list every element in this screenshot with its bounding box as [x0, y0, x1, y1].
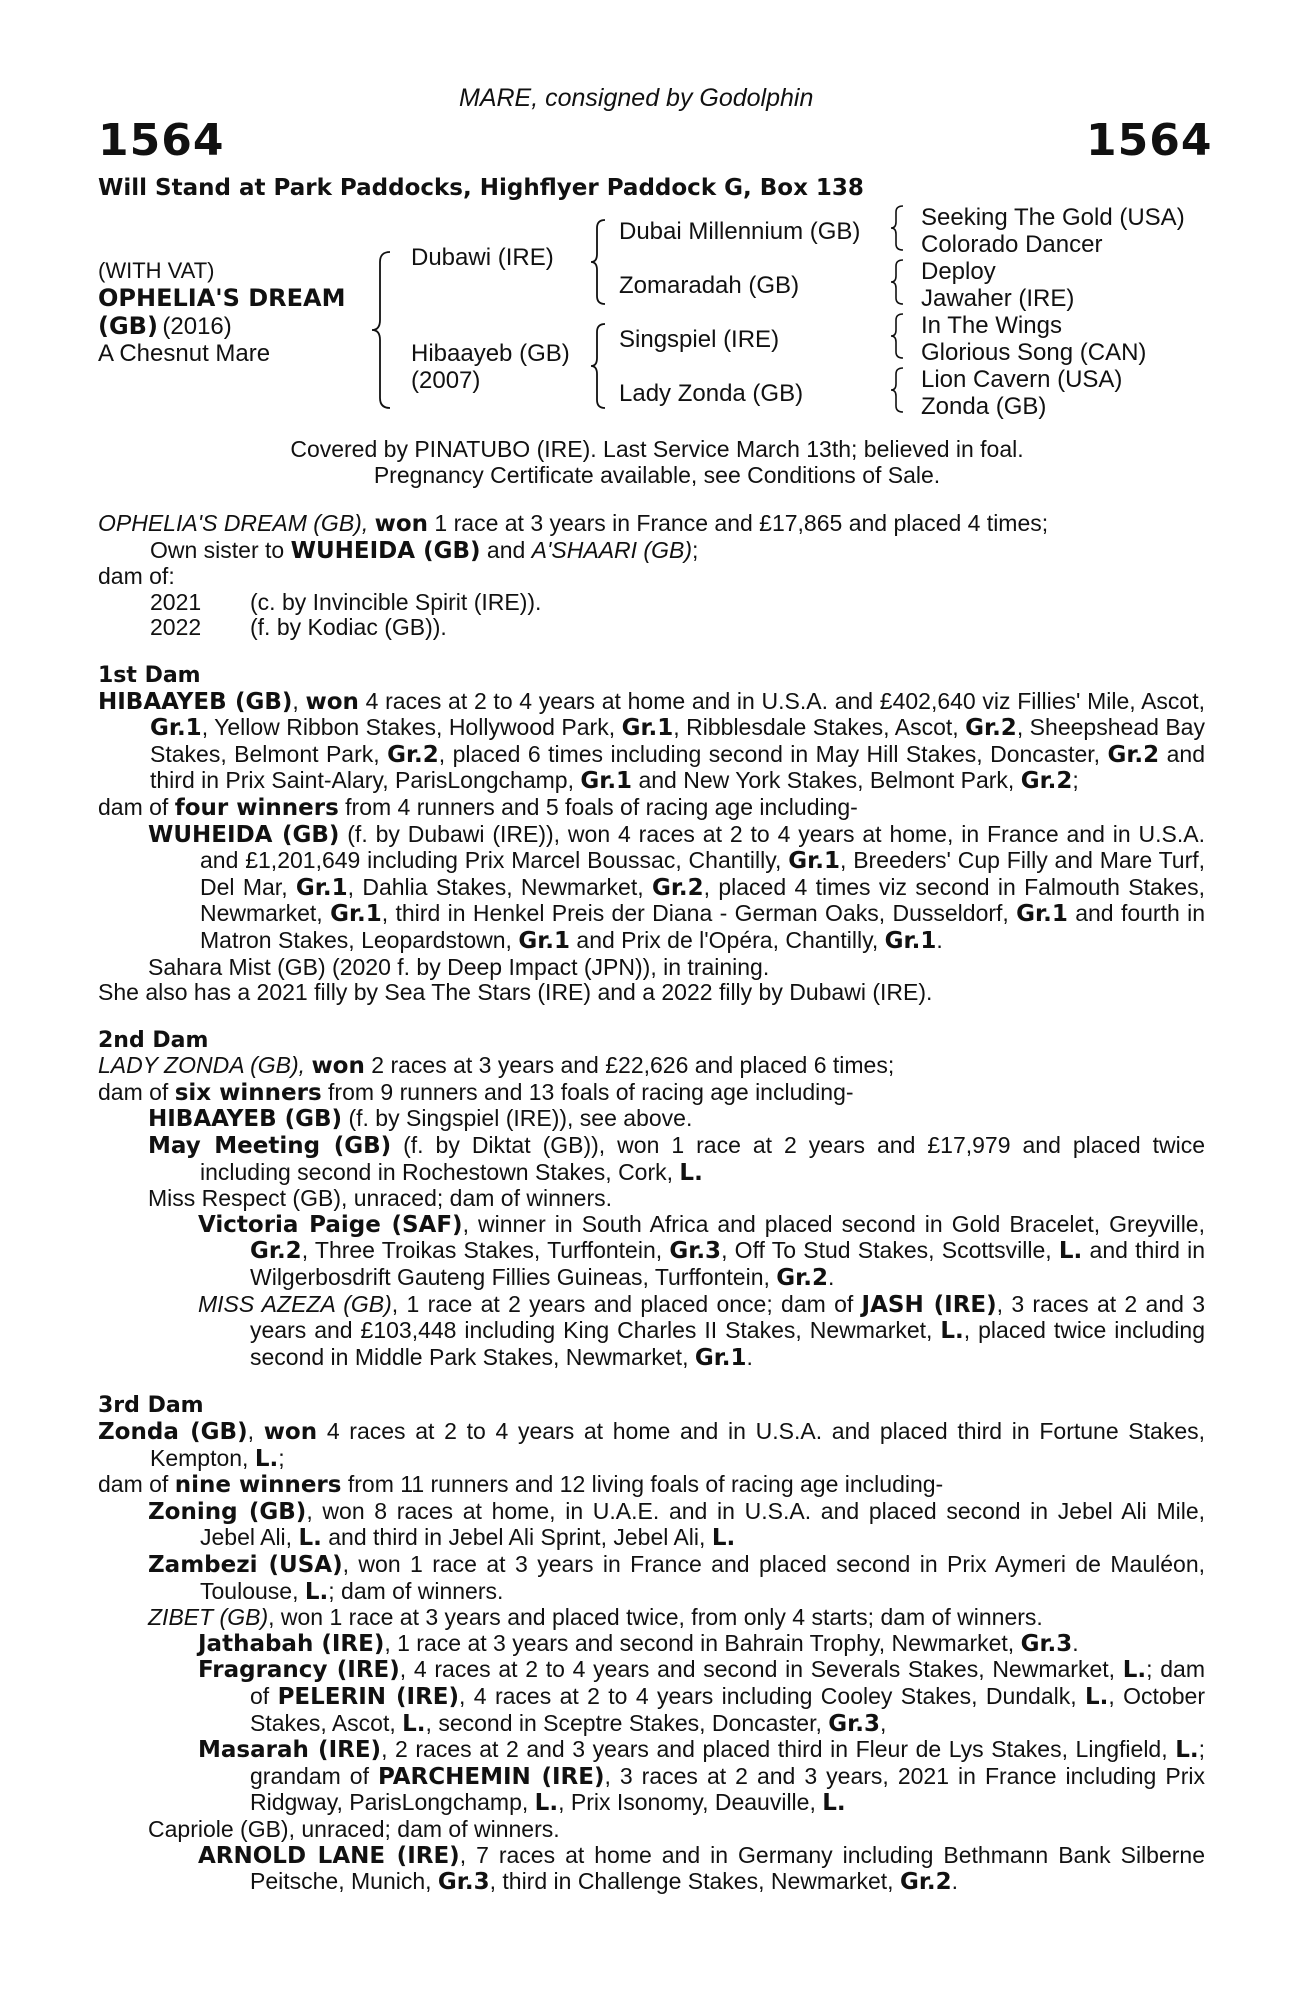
bold-run: L.: [402, 1710, 426, 1737]
text-run: , won 8 races at home, in U.A.E. and in U.S.A. and placed second in Jebel Ali Mile, Jebel Ali,: [200, 1497, 1206, 1551]
first-dam-heading: 1st Dam: [98, 662, 201, 688]
text-run: and third in Jebel Ali Sprint, Jebel Ali,: [321, 1524, 712, 1551]
text-run: , second in Sceptre Stakes, Doncaster,: [425, 1709, 829, 1736]
text-run: and third in Wilgerbosdrift Gauteng Fillies Guineas, Turffontein,: [250, 1237, 1205, 1291]
first-dam-younger-foals: [98, 980, 1205, 1006]
bold-run: PARCHEMIN (IRE): [378, 1763, 605, 1790]
pedigree-sire-sire: Dubai Millennium (GB): [619, 218, 861, 245]
bold-run: Zonda (GB): [98, 1419, 248, 1445]
text-run: , Breeders' Cup Filly and Mare Turf, Del Mar,: [200, 847, 1206, 900]
third-dam-produce-zoning: [98, 1499, 1205, 1552]
text-run: , placed twice including second in Middle Park Stakes, Newmarket,: [250, 1317, 1205, 1370]
pedigree-ssd: Colorado Dancer: [921, 231, 1103, 258]
bold-run: HIBAAYEB (GB): [98, 688, 293, 715]
text-run: ;: [278, 1444, 285, 1471]
intro-sisters: Own sister to WUHEIDA (GB) and A'SHAARI (GB);: [150, 536, 699, 564]
bold-run: Gr.3: [1020, 1630, 1073, 1657]
text-run: ,: [247, 1418, 264, 1444]
text-run: and Prix de l'Opéra, Chantilly,: [570, 926, 885, 953]
bold-run: Zoning (GB): [148, 1498, 307, 1525]
third-dam-produce-zambezi: [98, 1552, 1205, 1605]
third-dam-produce-capriole: [98, 1817, 1205, 1843]
text-run: 4 races at 2 to 4 years at home and in U.S.A. and £402,640 viz Fillies' Mile, Ascot,: [358, 687, 1205, 714]
bold-run: won: [263, 1419, 318, 1445]
covered-line-1: Covered by PINATUBO (IRE). Last Service March 13th; believed in foal.: [290, 436, 1024, 462]
third-dam-grandproduce-arnold-lane: [98, 1843, 1205, 1896]
bold-run: HIBAAYEB (GB): [148, 1106, 343, 1133]
text-run: , 3 races at 2 and 3 years and £103,448 including King Charles II Stakes, Newmarket,: [250, 1290, 1205, 1344]
sister-wuheida: WUHEIDA (GB): [290, 537, 481, 564]
text-run: ,: [292, 687, 306, 714]
bold-run: Gr.1: [580, 768, 633, 795]
pedigree-sire: Dubawi (IRE): [411, 244, 554, 271]
bold-run: won: [311, 1053, 365, 1080]
bold-run: Gr.1: [694, 1344, 747, 1371]
text-run: .: [951, 1868, 959, 1895]
text-run: , Dahlia Stakes, Newmarket,: [347, 873, 652, 900]
consignor-line: MARE, consigned by Godolphin: [459, 84, 814, 112]
bold-run: Fragrancy (IRE): [198, 1657, 400, 1684]
bold-run: ARNOLD LANE (IRE): [198, 1842, 460, 1869]
text-run: , Off To Stud Stakes, Scottsville,: [721, 1237, 1059, 1264]
pedigree-dam-year: (2007): [411, 367, 481, 394]
third-dam-produce-zibet: [98, 1605, 1205, 1631]
pedigree-dds: Lion Cavern (USA): [921, 366, 1123, 393]
text-run: 2 races at 3 years and £22,626 and placed 6 times;: [364, 1052, 895, 1079]
text-run: 4 races at 2 to 4 years at home and in U.S.A. and placed third in Fortune Stakes, Kempton,: [150, 1418, 1206, 1471]
text-run: Capriole (GB), unraced; dam of winners.: [148, 1815, 560, 1842]
text-run: , third in Challenge Stakes, Newmarket,: [489, 1868, 900, 1895]
bold-run: Gr.1: [295, 874, 348, 901]
text-run: and New York Stakes, Belmont Park,: [632, 767, 1021, 794]
text-run: , 1 race at 3 years and second in Bahrain Trophy, Newmarket,: [384, 1629, 1021, 1656]
bold-run: Gr.1: [150, 715, 202, 742]
horse-name-line: [98, 284, 346, 312]
text-run: Miss Respect (GB), unraced; dam of winners.: [148, 1185, 612, 1212]
text-run: She also has a 2021 filly by Sea The Stars (IRE) and a 2022 filly by Dubawi (IRE).: [98, 979, 933, 1006]
pedigree-brace-dam: [589, 322, 609, 410]
stand-location: Will Stand at Park Paddocks, Highflyer Paddock G, Box 138: [98, 175, 864, 201]
bold-run: six winners: [174, 1079, 322, 1106]
bold-run: L.: [822, 1790, 846, 1817]
bold-run: Gr.1: [788, 848, 840, 875]
bold-run: Gr.1: [330, 901, 382, 928]
pedigree-ddd: Zonda (GB): [921, 393, 1047, 420]
first-dam-record: [98, 689, 1205, 795]
pedigree-brace-ss: [889, 204, 907, 252]
pedigree-sds: Deploy: [921, 258, 996, 285]
bold-run: Zambezi (USA): [148, 1551, 343, 1578]
second-dam-grandproduce-miss-azeza: [98, 1292, 1205, 1372]
second-dam-grandproduce-victoria-paige: [98, 1212, 1205, 1292]
bold-run: L.: [1122, 1657, 1147, 1684]
pedigree-dam: Hibaayeb (GB): [411, 340, 570, 367]
pedigree-brace-ds: [889, 312, 907, 360]
pedigree-sire-dam: Zomaradah (GB): [619, 272, 800, 299]
pedigree-brace-dd: [889, 366, 907, 414]
text-run: .: [746, 1343, 753, 1370]
text-run: , won 1 race at 3 years in France and placed second in Prix Aymeri de Mauléon, Toulouse,: [200, 1550, 1205, 1604]
bold-run: L.: [298, 1525, 322, 1552]
bold-run: Gr.3: [669, 1238, 722, 1265]
italic-run: MISS AZEZA (GB): [198, 1290, 392, 1317]
text-run: ,: [879, 1709, 887, 1736]
bold-run: Gr.1: [518, 927, 571, 954]
bold-run: Gr.2: [1020, 768, 1073, 795]
text-run: , 3 races at 2 and 3 years, 2021 in France including Prix Ridgway, ParisLongchamp,: [250, 1762, 1205, 1816]
third-dam-produce-summary: [98, 1472, 1205, 1499]
text-run: ; dam of winners.: [328, 1577, 504, 1604]
bold-run: four winners: [174, 794, 339, 821]
bold-run: PELERIN (IRE): [277, 1683, 460, 1710]
lot-number-right: 1564: [1086, 115, 1213, 166]
text-run: dam of: [98, 1078, 175, 1105]
bold-run: Gr.2: [1107, 741, 1160, 768]
sister-ashaari: A'SHAARI (GB): [531, 536, 692, 563]
text-run: , 2 races at 2 and 3 years and placed third in Fleur de Lys Stakes, Lingfield,: [381, 1736, 1176, 1763]
text-run: , October Stakes, Ascot,: [250, 1682, 1205, 1736]
second-dam-produce-hibaayeb: [98, 1106, 1205, 1133]
bold-run: L.: [304, 1578, 329, 1605]
intro-dam-of: dam of:: [98, 563, 175, 590]
pedigree-brace-sd: [889, 258, 907, 306]
produce-row: 2021 (c. by Invincible Spirit (IRE)).: [150, 588, 542, 615]
text-run: (f. by Singspiel (IRE)), see above.: [342, 1105, 693, 1132]
covered-line-2: Pregnancy Certificate available, see Conditions of Sale.: [373, 462, 941, 488]
bold-run: May Meeting (GB): [148, 1133, 392, 1160]
text-run: (f. by Diktat (GB)), won 1 race at 2 years and £17,979 and placed twice including second in Rochestown Stakes, Cork,: [200, 1132, 1205, 1185]
text-run: , Ribblesdale Stakes, Ascot,: [673, 714, 966, 741]
text-run: , third in Henkel Preis der Diana - German Oaks, Dusseldorf,: [381, 900, 1017, 927]
bold-run: won: [305, 688, 359, 715]
text-run: , winner in South Africa and placed second in Gold Bracelet, Greyville,: [462, 1210, 1205, 1237]
text-run: from 9 runners and 13 foals of racing age including-: [321, 1078, 854, 1105]
second-dam-heading: 2nd Dam: [98, 1027, 209, 1053]
second-dam-produce-miss-respect: [98, 1186, 1205, 1212]
bold-run: Gr.2: [965, 715, 1017, 742]
bold-run: Gr.2: [776, 1265, 828, 1292]
bold-run: Gr.1: [884, 927, 937, 954]
catalogue-body: [98, 511, 1205, 1896]
text-run: , placed 6 times including second in May Hill Stakes, Doncaster,: [438, 740, 1108, 767]
second-dam-produce-may-meeting: [98, 1133, 1205, 1186]
text-run: , 4 races at 2 to 4 years including Cooley Stakes, Dundalk,: [459, 1682, 1085, 1709]
bold-run: L.: [534, 1790, 559, 1817]
text-run: , Three Troikas Stakes, Turffontein,: [301, 1237, 670, 1264]
text-run: , won 1 race at 3 years and placed twice, from only 4 starts; dam of winners.: [268, 1604, 1043, 1631]
horse-suffix: (GB): [98, 312, 158, 340]
pedigree-dam-sire: Singspiel (IRE): [619, 326, 780, 353]
third-dam-grandproduce-jathabah: [98, 1631, 1205, 1658]
bold-run: L.: [254, 1445, 279, 1472]
second-dam-record: [98, 1053, 1205, 1080]
first-dam-produce-sahara-mist: [98, 955, 1205, 981]
text-run: dam of: [98, 793, 175, 820]
intro-paragraph: OPHELIA'S DREAM (GB), won 1 race at 3 years in France and £17,865 and placed 4 times;: [98, 510, 1049, 537]
text-run: dam of: [98, 1471, 175, 1498]
bold-run: Gr.1: [621, 715, 674, 742]
bold-run: JASH (IRE): [861, 1291, 997, 1318]
lot-number-left: 1564: [98, 115, 225, 166]
bold-run: L.: [1175, 1737, 1199, 1764]
text-run: from 4 runners and 5 foals of racing age including-: [338, 793, 858, 820]
pedigree-brace-main: [370, 250, 394, 410]
covered-note: [0, 436, 1314, 488]
text-run: , placed 4 times viz second in Falmouth Stakes, Newmarket,: [200, 873, 1205, 927]
pedigree-dsd: Glorious Song (CAN): [921, 339, 1147, 366]
horse-name: OPHELIA'S DREAM: [98, 284, 346, 312]
pedigree-brace-sire: [589, 218, 609, 306]
bold-run: Gr.1: [1016, 901, 1068, 928]
bold-run: Gr.3: [828, 1710, 880, 1737]
bold-run: Victoria Paige (SAF): [198, 1211, 463, 1238]
bold-run: Gr.3: [437, 1869, 490, 1896]
text-run: .: [1072, 1629, 1079, 1656]
pedigree-sss: Seeking The Gold (USA): [921, 204, 1185, 231]
text-run: from 11 runners and 12 living foals of racing age including-: [341, 1471, 944, 1498]
bold-run: Gr.2: [651, 874, 704, 901]
bold-run: Gr.2: [899, 1869, 952, 1896]
text-run: ; grandam of: [250, 1736, 1205, 1789]
horse-description: A Chesnut Mare: [98, 340, 271, 367]
italic-run: LADY ZONDA (GB),: [98, 1052, 306, 1079]
horse-origin-line: [98, 312, 232, 341]
first-dam-produce-summary: [98, 795, 1205, 822]
bold-run: WUHEIDA (GB): [148, 821, 340, 848]
bold-run: L.: [940, 1318, 964, 1345]
bold-run: Gr.2: [387, 741, 439, 768]
bold-run: L.: [1085, 1683, 1109, 1710]
bold-run: Masarah (IRE): [198, 1737, 382, 1764]
text-run: .: [936, 926, 943, 953]
bold-run: L.: [679, 1159, 703, 1186]
vat-note: (WITH VAT): [98, 258, 215, 283]
third-dam-record: [98, 1419, 1205, 1472]
text-run: , Prix Isonomy, Deauville,: [558, 1789, 823, 1816]
horse-year: (2016): [162, 313, 232, 340]
text-run: and fourth in Matron Stakes, Leopardstown,: [200, 900, 1206, 953]
pedigree-dss: In The Wings: [921, 312, 1062, 339]
first-dam-produce-wuheida: [98, 822, 1205, 955]
text-run: Sahara Mist (GB) (2020 f. by Deep Impact (JPN)), in training.: [148, 953, 770, 980]
third-dam-heading: 3rd Dam: [98, 1393, 204, 1419]
third-dam-grandproduce-fragrancy: [98, 1657, 1205, 1737]
text-run: , 7 races at home and in Germany including Bethmann Bank Silberne Peitsche, Munich,: [250, 1841, 1206, 1895]
text-run: and third in Prix Saint-Alary, ParisLongchamp,: [150, 740, 1205, 794]
italic-run: ZIBET (GB): [148, 1604, 269, 1631]
intro-horse-name: OPHELIA'S DREAM (GB),: [98, 510, 369, 536]
text-run: ;: [1072, 767, 1079, 794]
text-run: , Sheepshead Bay Stakes, Belmont Park,: [150, 714, 1205, 767]
text-run: , Yellow Ribbon Stakes, Hollywood Park,: [201, 714, 622, 741]
bold-run: L.: [1058, 1238, 1083, 1265]
bold-run: L.: [711, 1525, 736, 1552]
intro-won: won: [374, 511, 429, 537]
bold-run: Jathabah (IRE): [198, 1630, 385, 1657]
text-run: .: [827, 1264, 835, 1291]
third-dam-grandproduce-masarah: [98, 1737, 1205, 1817]
text-run: (f. by Dubawi (IRE)), won 4 races at 2 to 4 years at home, in France and in U.S.A. and £1,201,649 including Prix Marcel Boussac, Chantilly,: [200, 820, 1205, 874]
text-run: , 1 race at 2 years and placed once; dam of: [391, 1290, 862, 1317]
text-run: , 4 races at 2 to 4 years and second in Severals Stakes, Newmarket,: [399, 1656, 1123, 1683]
bold-run: Gr.2: [250, 1238, 302, 1265]
pedigree-sdd: Jawaher (IRE): [921, 285, 1075, 312]
bold-run: nine winners: [174, 1472, 342, 1499]
text-run: ; dam of: [250, 1656, 1205, 1709]
second-dam-produce-summary: [98, 1080, 1205, 1107]
pedigree-dam-dam: Lady Zonda (GB): [619, 380, 804, 407]
produce-row: 2022 (f. by Kodiac (GB)).: [150, 614, 447, 641]
